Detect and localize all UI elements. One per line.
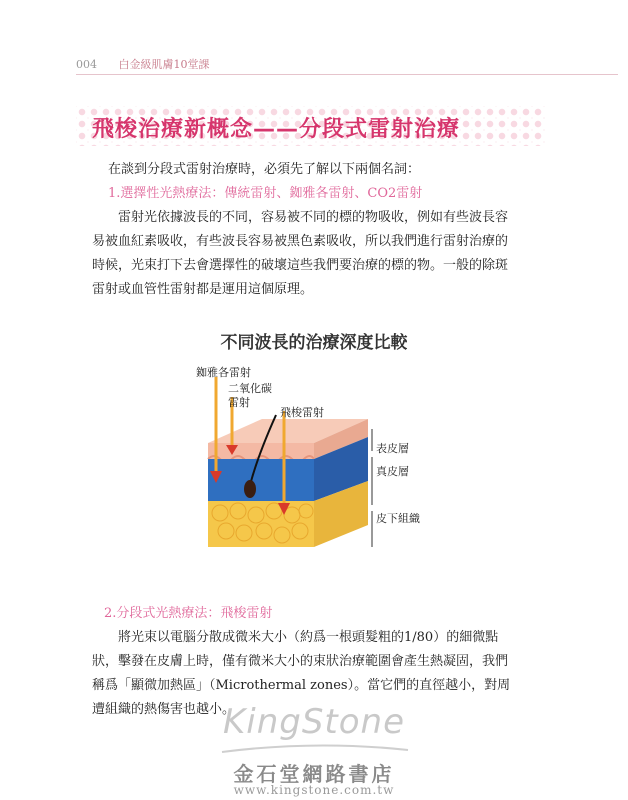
watermark-swoosh — [220, 742, 410, 756]
book-title: 白金級肌膚10堂課 — [118, 58, 210, 71]
label-epidermis: 表皮層 — [376, 442, 409, 455]
para1-line: 易被血紅素吸收，有些波長容易被黑色素吸收，所以我們進行雷射治療的 — [92, 234, 509, 249]
label-subcutis: 皮下組織 — [376, 512, 420, 525]
para2-line: 將光束以電腦分散成微米大小（約爲一根頭髮粗的1/80）的細微點 — [118, 630, 499, 645]
hair-follicle — [244, 480, 256, 498]
para2-line: 稱爲「顯微加熱區」（Microthermal zones）。當它們的直徑越小，對周 — [92, 678, 511, 693]
watermark-store-name: 金石堂網路書店 — [233, 762, 395, 786]
watermark-url: www.kingstone.com.tw — [233, 783, 395, 797]
dermis-layer — [208, 459, 314, 501]
term-1: 1.選擇性光熱療法：傳統雷射、銣雅各雷射、CO2雷射 — [108, 186, 423, 201]
figure-title: 不同波長的治療深度比較 — [220, 333, 408, 353]
label-co2-1: 二氧化碳 — [228, 382, 272, 395]
para1-line: 雷射或血管性雷射都是運用這個原理。 — [92, 282, 314, 297]
page-number: 004 — [76, 58, 97, 71]
running-header — [76, 56, 210, 72]
label-fraxel: 飛梭雷射 — [280, 406, 324, 419]
paragraph-1 — [92, 206, 544, 302]
para1-line: 雷射光依據波長的不同，容易被不同的標的物吸收，例如有些波長容 — [118, 210, 509, 225]
label-co2-2: 雷射 — [228, 396, 250, 409]
para2-line: 狀，擊發在皮膚上時，僅有微米大小的束狀治療範圍會產生熱凝固，我們 — [92, 654, 509, 669]
header-rule — [76, 74, 618, 75]
label-nd-yag: 銣雅各雷射 — [196, 366, 251, 379]
intro-text: 在談到分段式雷射治療時，必須先了解以下兩個名詞： — [108, 162, 421, 177]
term-2: 2.分段式光熱療法：飛梭雷射 — [104, 606, 273, 621]
para2-line: 遭組織的熱傷害也越小。 — [92, 702, 236, 717]
section-title: 飛梭治療新概念——分段式雷射治療 — [92, 117, 461, 142]
label-dermis: 真皮層 — [376, 465, 409, 478]
para1-line: 時候，光束打下去會選擇性的破壞這些我們要治療的標的物。一般的除斑 — [92, 258, 509, 273]
watermark-logo: KingStone — [222, 702, 406, 742]
